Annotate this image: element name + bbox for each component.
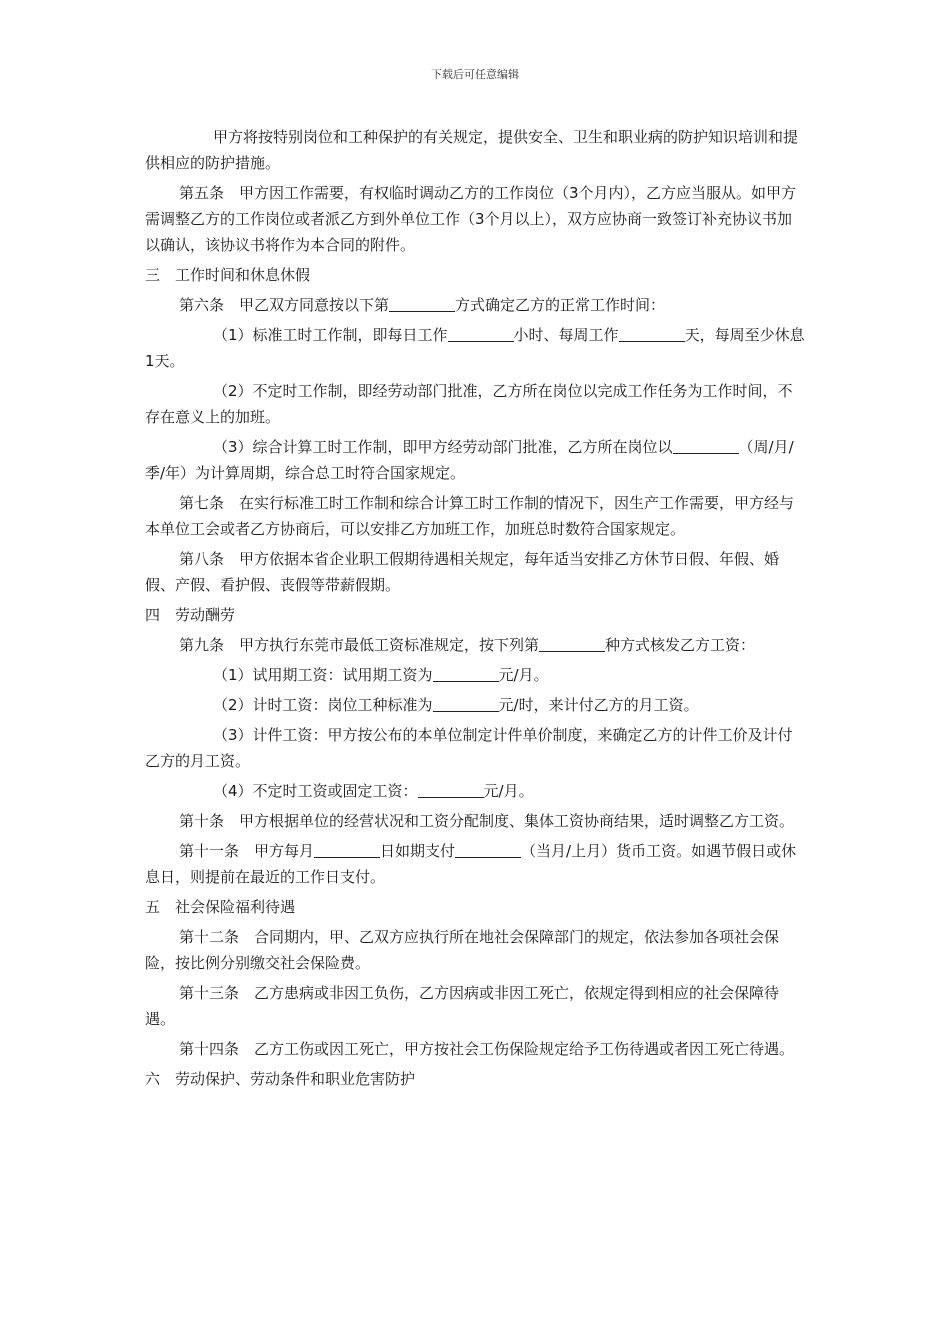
wage-1-text-a: （1）试用期工资：试用期工资为 xyxy=(213,666,433,684)
page-header: 下载后可任意编辑 xyxy=(431,68,519,81)
blank-line xyxy=(619,326,685,342)
item-1-text-c: 天，每周至少休息1天。 xyxy=(145,326,805,370)
item-standard-hours xyxy=(145,322,807,374)
wage-4-text-a: （4）不定时工资或固定工资： xyxy=(213,782,418,800)
article-6-text-b: 方式确定乙方的正常工作时间： xyxy=(455,296,666,314)
wage-item-3: （3）计件工资：甲方按公布的本单位制定计件单价制度，来确定乙方的计件工价及计付乙方的月工资。 xyxy=(145,726,793,770)
section-5-heading: 五 社会保险福利待遇 xyxy=(145,898,296,916)
wage-2-text-b: 元/时，来计付乙方的月工资。 xyxy=(498,696,699,714)
blank-line xyxy=(455,842,521,858)
article-6 xyxy=(145,292,807,318)
wage-1-text-b: 元/月。 xyxy=(498,666,549,684)
blank-line xyxy=(448,326,514,342)
article-5: 第五条 甲方因工作需要，有权临时调动乙方的工作岗位（3个月内），乙方应当服从。如甲方需调整乙方的工作岗位或者派乙方到外单位工作（3个月以上），双方应协商一致签订补充协议书加以确认，该协议书将作为本合同的附件。 xyxy=(145,184,797,254)
article-6-text-a: 第六条 甲乙双方同意按以下第 xyxy=(179,296,390,314)
blank-line xyxy=(539,636,605,652)
blank-line xyxy=(389,296,455,312)
item-1-text-b: 小时、每周工作 xyxy=(513,326,619,344)
wage-4-text-b: 元/月。 xyxy=(483,782,534,800)
blank-line xyxy=(433,696,499,712)
item-flexible-hours: （2）不定时工作制，即经劳动部门批准，乙方所在岗位以完成工作任务为工作时间，不存在意义上的加班。 xyxy=(145,382,793,426)
item-1-text-a: （1）标准工时工作制，即每日工作 xyxy=(213,326,448,344)
wage-2-text-a: （2）计时工资：岗位工种标准为 xyxy=(213,696,433,714)
item-3-text-a: （3）综合计算工时工作制，即甲方经劳动部门批准，乙方所在岗位以 xyxy=(213,438,673,456)
paragraph-safety: 甲方将按特别岗位和工种保护的有关规定，提供安全、卫生和职业病的防护知识培训和提供相应的防护措施。 xyxy=(145,128,799,172)
article-11-text-a: 第十一条 甲方每月 xyxy=(179,842,315,860)
section-6-heading: 六 劳动保护、劳动条件和职业危害防护 xyxy=(145,1070,416,1088)
section-3-heading: 三 工作时间和休息休假 xyxy=(145,266,311,284)
article-9-text-b: 种方式核发乙方工资： xyxy=(605,636,756,654)
blank-line xyxy=(433,666,499,682)
article-11 xyxy=(145,838,807,890)
article-13: 第十三条 乙方患病或非因工负伤，乙方因病或非因工死亡，依规定得到相应的社会保障待遇。 xyxy=(145,984,780,1028)
blank-line xyxy=(314,842,380,858)
article-14: 第十四条 乙方工伤或因工死亡，甲方按社会工伤保险规定给予工伤待遇或者因工死亡待遇。 xyxy=(179,1040,795,1058)
article-8: 第八条 甲方依据本省企业职工假期待遇相关规定，每年适当安排乙方休节日假、年假、婚假、产假、看护假、丧假等带薪假期。 xyxy=(145,550,780,594)
article-9-text-a: 第九条 甲方执行东莞市最低工资标准规定，按下列第 xyxy=(179,636,540,654)
item-3-text-b: （周/月/季/年）为计算周期，综合总工时符合国家规定。 xyxy=(145,438,794,482)
wage-item-1 xyxy=(145,662,807,688)
article-7: 第七条 在实行标准工时工作制和综合计算工时工作制的情况下，因生产工作需要，甲方经与本单位工会或者乙方协商后，可以安排乙方加班工作，加班总时数符合国家规定。 xyxy=(145,494,795,538)
wage-item-4 xyxy=(145,778,807,804)
item-comprehensive-hours xyxy=(145,434,807,486)
blank-line xyxy=(418,782,484,798)
article-12: 第十二条 合同期内，甲、乙双方应执行所在地社会保障部门的规定，依法参加各项社会保险，按比例分别缴交社会保险费。 xyxy=(145,928,780,972)
article-11-text-b: 日如期支付 xyxy=(380,842,456,860)
article-11-text-c: （当月/上月）货币工资。如遇节假日或休息日，则提前在最近的工作日支付。 xyxy=(145,842,797,886)
blank-line xyxy=(673,438,739,454)
wage-item-2 xyxy=(145,692,807,718)
article-9 xyxy=(145,632,807,658)
article-10: 第十条 甲方根据单位的经营状况和工资分配制度、集体工资协商结果，适时调整乙方工资。 xyxy=(179,812,795,830)
document-body xyxy=(145,124,807,1096)
section-4-heading: 四 劳动酬劳 xyxy=(145,606,236,624)
